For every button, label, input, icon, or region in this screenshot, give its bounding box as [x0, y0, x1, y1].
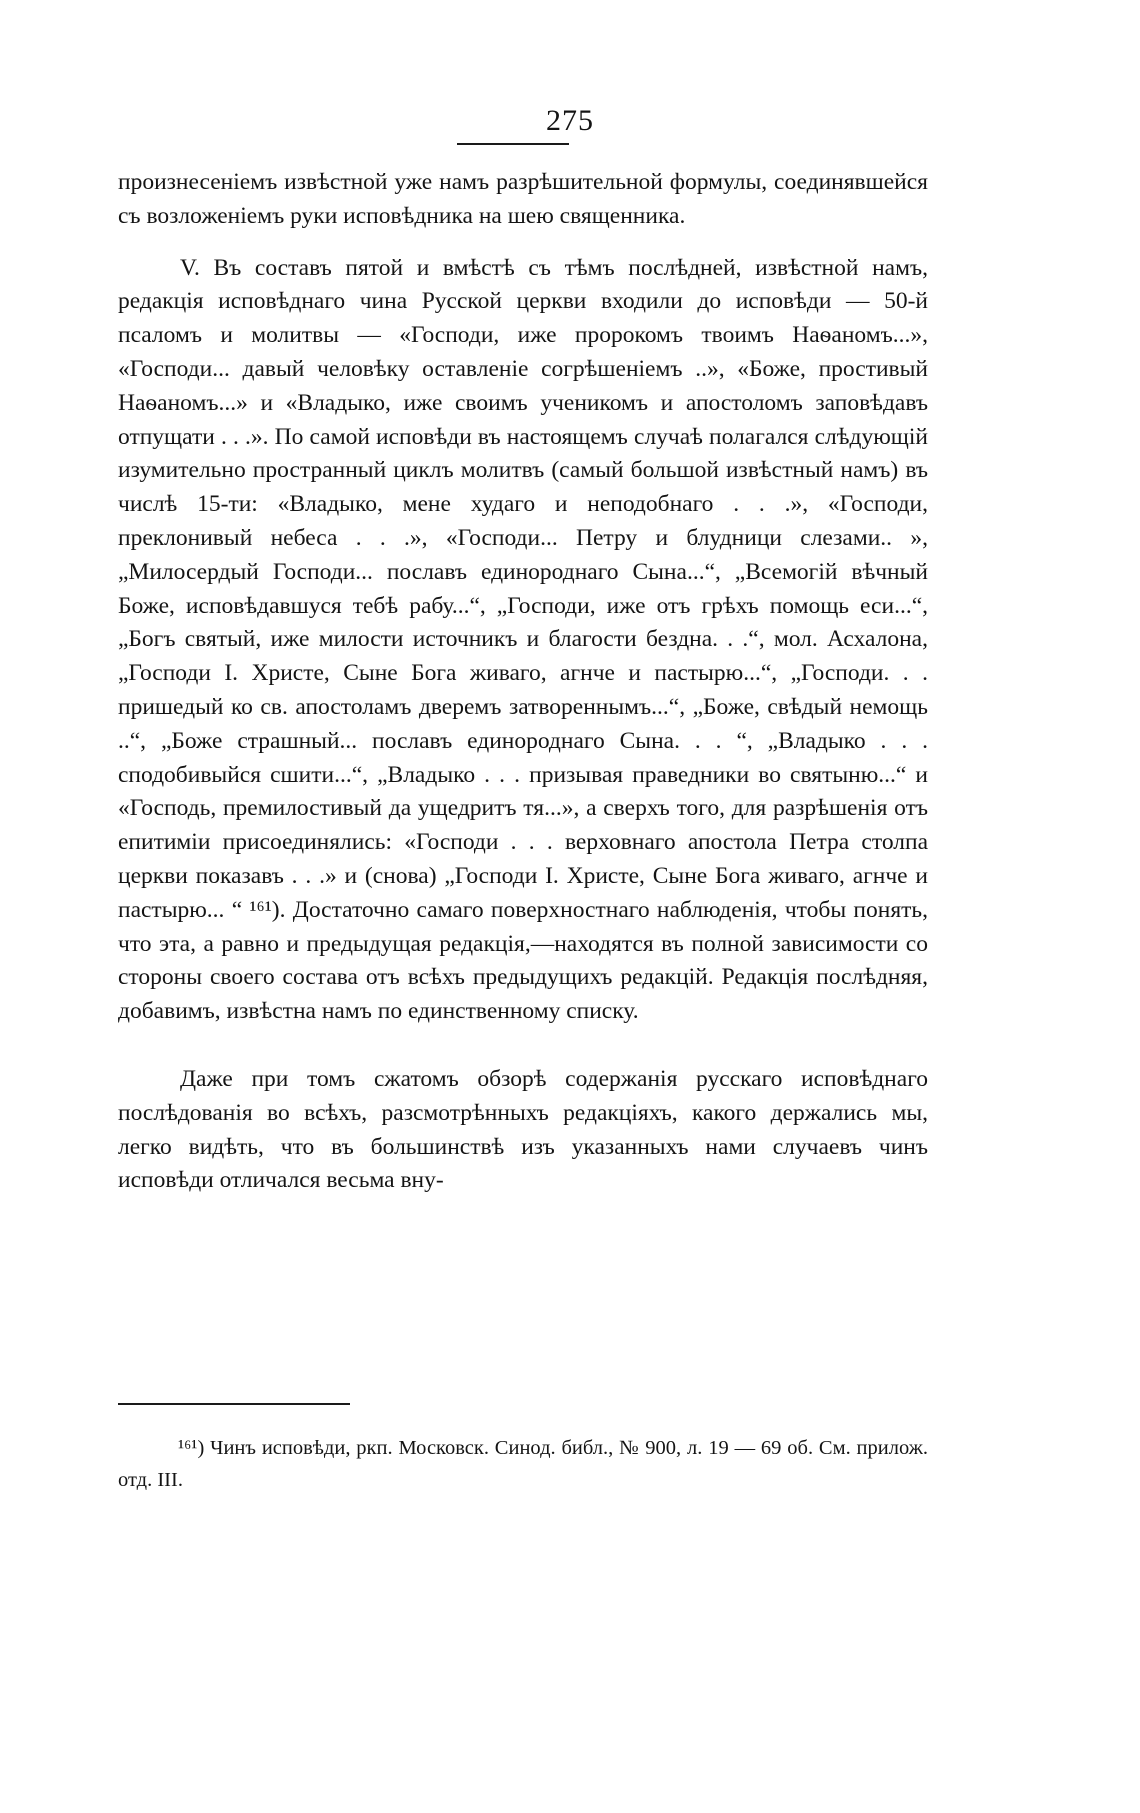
- paragraph-continuation: произнесеніемъ извѣстной уже намъ разрѣшительной формулы, соединявшейся съ возложеніемъ руки исповѣдника на шею священника.: [118, 169, 928, 229]
- main-text: [118, 166, 928, 1198]
- page-number: 275: [546, 104, 594, 137]
- footnote-161: ¹⁶¹) Чинъ исповѣди, ркп. Московск. Синод. библ., № 900, л. 19 — 69 об. См. прилож. отд. III.: [118, 1437, 928, 1491]
- page-number-rule: [457, 143, 569, 145]
- paragraph-fifth-redaction: V. Въ составъ пятой и вмѣстѣ съ тѣмъ послѣдней, извѣстной намъ, редакція исповѣднаго чина Русской церкви входили до исповѣди — 50-й псаломъ и молитвы — «Господи, иже пророкомъ твоимъ Наѳаномъ...», «Господи... давый человѣку оставленіе согрѣшеніемъ ..», «Боже, простивый Наѳаномъ...» и «Владыко, иже своимъ ученикомъ и апостоломъ заповѣдавъ отпущати . . .». По самой исповѣди въ настоящемъ случаѣ полагался слѣдующій изумительно пространный циклъ молитвъ (самый большой извѣстный намъ) въ числѣ 15-ти: «Владыко, мене худаго и неподобнаго . . .», «Господи, преклонивый небеса . . .», «Господи... Петру и блудници слезами.. », „Милосердый Господи... пославъ единороднаго Сына...“, „Всемогій вѣчный Боже, исповѣдавшуся тебѣ рабу...“, „Господи, иже отъ грѣхъ помощь еси...“, „Богъ святый, иже милости источникъ и благости бездна. . .“, мол. Асхалона, „Господи І. Христе, Сыне Бога живаго, агнче и пастырю...“, „Господи. . . пришедый ко св. апостоламъ дверемъ затвореннымъ...“, „Боже, свѣдый немощь ..“, „Боже страшный... пославъ единороднаго Сына. . . “, „Владыко . . . сподобивыйся сшити...“, „Владыко . . . призывая праведники во святыню...“ и «Господь, премилостивый да ущедритъ тя...», а сверхъ того, для разрѣшенія отъ епитиміи присоединялись: «Господи . . . верховнаго апостола Петра столпа церкви показавъ . . .» и (снова) „Господи І. Христе, Сыне Бога живаго, агнче и пастырю... “ ¹⁶¹). Достаточно самаго поверхностнаго наблюденія, чтобы понять, что эта, а равно и предыдущая редакція,—находятся въ полной зависимости со стороны своего состава отъ всѣхъ предыдущихъ редакцій. Редакція послѣдняя, добавимъ, извѣстна намъ по единственному списку.: [118, 254, 928, 1025]
- footnote-block: [118, 1432, 928, 1496]
- footnote-separator: [118, 1403, 350, 1405]
- paragraph-summary: Даже при томъ сжатомъ обзорѣ содержанія русскаго исповѣднаго послѣдованія во всѣхъ, разсмотрѣнныхъ редакціяхъ, какого держались мы, легко видѣть, что въ большинствѣ изъ указанныхъ нами случаевъ чинъ исповѣди отличался весьма вну-: [118, 1065, 928, 1194]
